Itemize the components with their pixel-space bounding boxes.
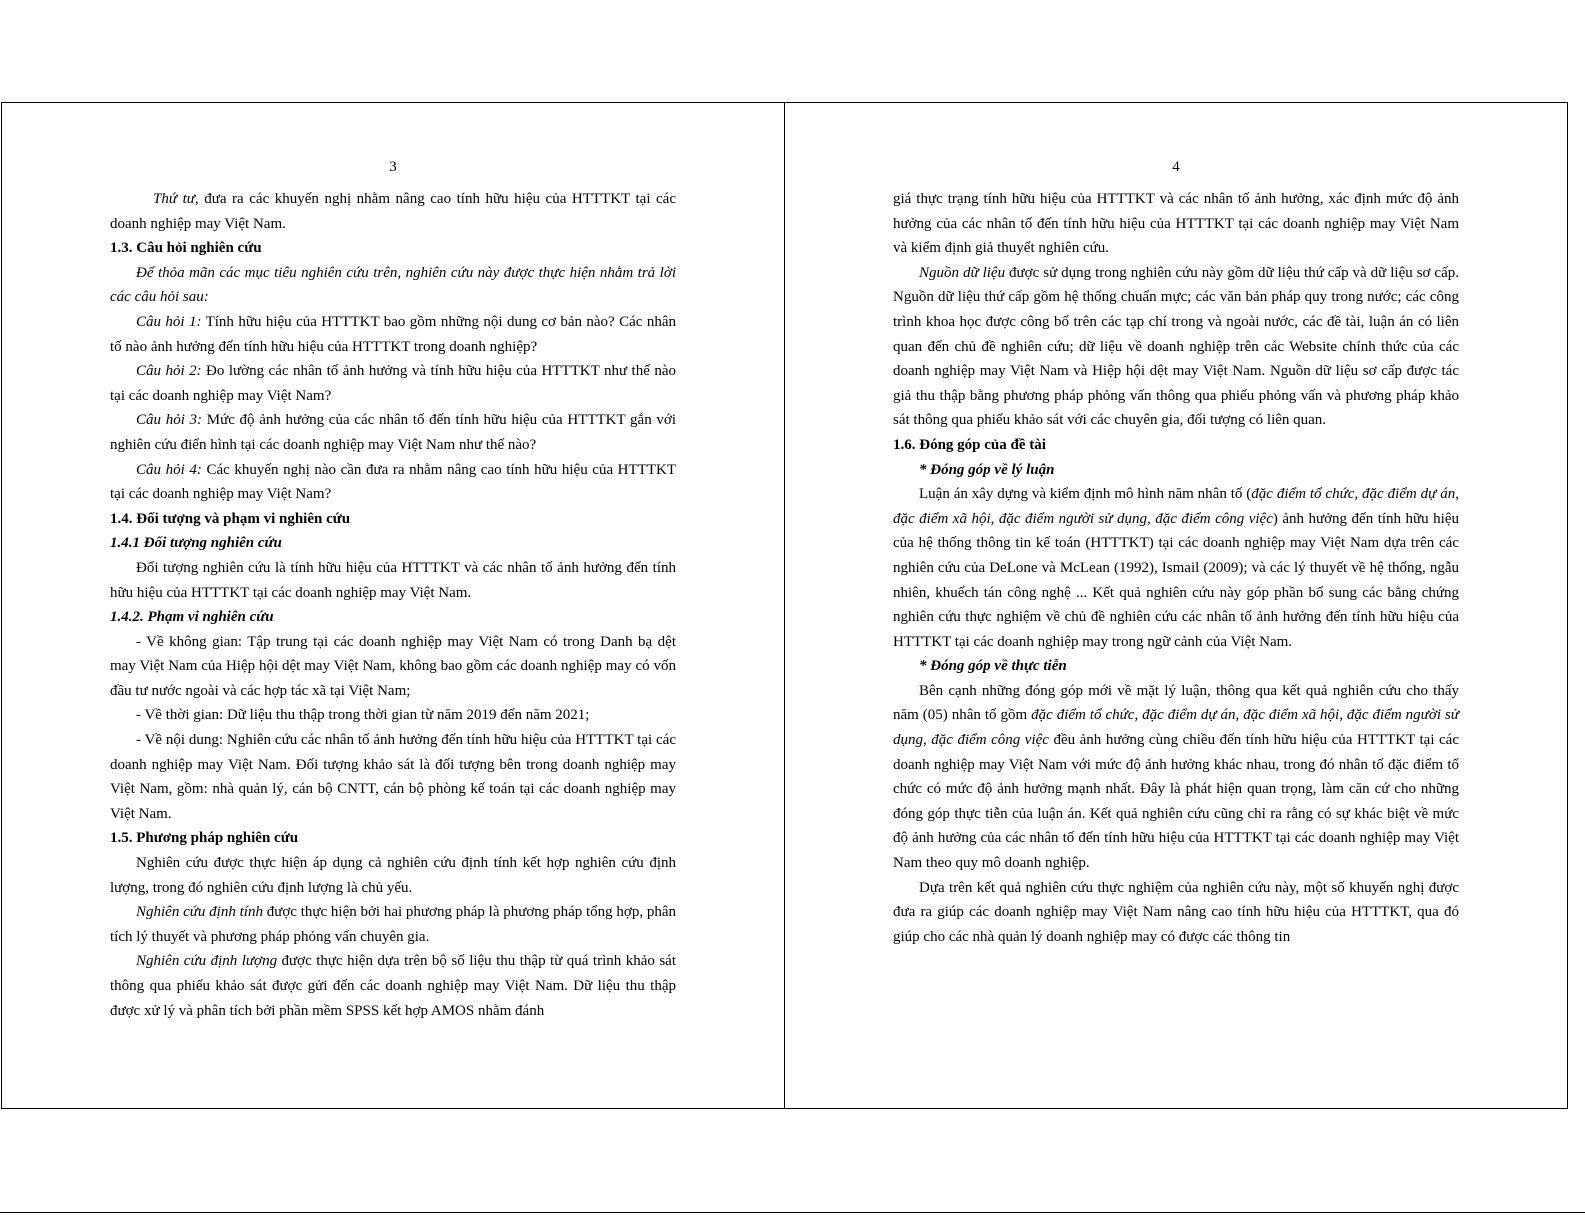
page-right [784, 102, 1568, 1109]
subheading-theory: * Đóng góp về lý luận [919, 461, 1055, 478]
scope-space: - Về không gian: Tập trung tại các doanh nghiệp may Việt Nam có trong Danh bạ dệt may Việt Nam của Hiệp hội dệt may Việt Nam, không bao gồm các doanh nghiệp may có vốn đầu tư nước ngoài và các hợp tác xã tại Việt Nam; [110, 633, 676, 699]
question-1 [110, 310, 676, 359]
paragraph [110, 187, 676, 236]
paragraph [893, 679, 1459, 876]
page-number: 3 [389, 159, 397, 175]
paragraph: Nghiên cứu được thực hiện áp dụng cả nghiên cứu định tính kết hợp nghiên cứu định lượng, trong đó nghiên cứu định lượng là chủ yếu. [110, 855, 676, 896]
text: đều ảnh hưởng cùng chiều đến tính hữu hiệu của HTTTKT tại các doanh nghiệp may Việt Nam với mức độ ảnh hưởng khác nhau, trong đó nhân tố đặc điểm tổ chức có mức độ ảnh hưởng mạnh nhất. Đây là phát hiện quan trọng, làm căn cứ cho những đóng góp thực tiễn của luận án. Kết quả nghiên cứu cũng chỉ ra rằng có sự khác biệt về mức độ ảnh hưởng của các nhân tố đến tính hữu hiệu của HTTTKT tại các doanh nghiệp may Việt Nam theo quy mô doanh nghiệp. [893, 732, 1459, 872]
text: ) ảnh hưởng đến tính hữu hiệu của hệ thống thông tin kế toán (HTTTKT) tại các doanh nghiệp may Việt Nam dựa trên các nghiên cứu của DeLone và McLean (1992), Ismail (2009); và các lý thuyết về hệ thống, ngẫu nhiên, khuếch tán công nghệ ... Kết quả nghiên cứu này góp phần bổ sung các bằng chứng nghiên cứu thực nghiệm về chủ đề nghiên cứu các nhân tố ảnh hưởng đến tính hữu hiệu của HTTTKT tại các doanh nghiệp may trong ngữ cảnh của Việt Nam. [893, 510, 1459, 650]
section-heading-1-5: 1.5. Phương pháp nghiên cứu [110, 830, 299, 847]
text: Luận án xây dựng và kiểm định mô hình năm nhân tố ( [919, 486, 1252, 503]
emphasis: Thứ tư [153, 191, 195, 207]
text: được thực hiện bởi hai phương pháp là phương pháp tổng hợp, phân tích lý thuyết và phương pháp phỏng vấn chuyên gia. [110, 904, 677, 945]
page-content [893, 187, 1459, 949]
paragraph [110, 949, 676, 1023]
emphasis: đặc điểm tổ chức, đặc điểm dự án, đặc điểm xã hội, đặc điểm người sử dụng, đặc điểm công việc [893, 486, 1459, 527]
paragraph: Đối tượng nghiên cứu là tính hữu hiệu của HTTTKT và các nhân tố ảnh hưởng đến tính hữu hiệu của HTTTKT tại các doanh nghiệp may Việt Nam. [110, 559, 676, 601]
question-4 [110, 458, 676, 507]
emphasis: đặc điểm tổ chức, đặc điểm dự án, đặc điểm xã hội, đặc điểm người sử dụng, đặc điểm công việc [893, 707, 1459, 749]
paragraph [893, 261, 1459, 433]
section-heading-1-4: 1.4. Đối tượng và phạm vi nghiên cứu [110, 510, 351, 527]
question-2 [110, 359, 676, 408]
paragraph [110, 900, 676, 949]
subheading-practice: * Đóng góp về thực tiễn [919, 658, 1067, 675]
emphasis: Nghiên cứu định tính [136, 904, 263, 921]
question-label: Câu hỏi 1: [136, 313, 202, 330]
question-label: Câu hỏi 3: [136, 412, 203, 429]
paragraph: Dựa trên kết quả nghiên cứu thực nghiệm của nghiên cứu này, một số khuyến nghị được đưa ra giúp các doanh nghiệp may Việt Nam nâng cao tính hữu hiệu của HTTTKT, qua đó giúp cho các nhà quản lý doanh nghiệp may có được các thông tin [893, 879, 1459, 945]
text: Bên cạnh những đóng góp mới về mặt lý luận, thông qua kết quả nghiên cứu cho thấy năm (05) nhân tố gồm [893, 682, 1459, 724]
text: Mức độ ảnh hưởng của các nhân tố đến tính hữu hiệu của HTTTKT gắn với nghiên cứu điển hình tại các doanh nghiệp may Việt Nam như thế nào? [110, 412, 677, 453]
emphasis: Nguồn dữ liệu [919, 264, 1006, 281]
bottom-divider [0, 1212, 1585, 1213]
section-heading-1-3: 1.3. Câu hỏi nghiên cứu [110, 240, 262, 257]
text: được thực hiện dựa trên bộ số liệu thu thập từ quá trình khảo sát thông qua phiếu khảo sát được gửi đến các doanh nghiệp may Việt Nam. Dữ liệu thu thập được xử lý và phân tích bởi phần mềm SPSS kết hợp AMOS nhằm đánh [110, 953, 676, 1019]
paragraph [893, 482, 1459, 654]
section-heading-1-6: 1.6. Đóng góp của đề tài [893, 436, 1046, 453]
subsection-heading-1-4-1: 1.4.1 Đối tượng nghiên cứu [110, 535, 282, 552]
emphasis: Nghiên cứu định lượng [136, 953, 278, 970]
question-3 [110, 408, 676, 457]
text: Đo lường các nhân tố ảnh hưởng và tính hữu hiệu của HTTTKT như thế nào tại các doanh nghiệp may Việt Nam? [110, 363, 676, 404]
question-label: Câu hỏi 4: [136, 461, 202, 478]
question-label: Câu hỏi 2: [136, 363, 202, 380]
emphasis: Để thỏa mãn các mục tiêu nghiên cứu trên, nghiên cứu này được thực hiện nhằm trả lời các câu hỏi sau: [110, 264, 676, 306]
page-left [1, 102, 785, 1109]
page-content [110, 187, 676, 1023]
subsection-heading-1-4-2: 1.4.2. Phạm vi nghiên cứu [110, 609, 274, 626]
scope-time: - Về thời gian: Dữ liệu thu thập trong thời gian từ năm 2019 đến năm 2021; [136, 707, 590, 724]
text: Các khuyến nghị nào cần đưa ra nhằm nâng cao tính hữu hiệu của HTTTKT tại các doanh nghiệp may Việt Nam? [110, 461, 677, 503]
text: được sử dụng trong nghiên cứu này gồm dữ liệu thứ cấp và dữ liệu sơ cấp. Nguồn dữ liệu thứ cấp gồm hệ thống chuẩn mực; các văn bản pháp quy trong nước; các công trình khoa học được công bố trên các tạp chí trong và ngoài nước, các đề tài, luận án có liên quan đến chủ đề nghiên cứu; dữ liệu về doanh nghiệp trên các Website chính thức của các doanh nghiệp may Việt Nam và Hiệp hội dệt may Việt Nam. Nguồn dữ liệu sơ cấp được tác giả thu thập bằng phương pháp phỏng vấn thông qua phiếu phỏng vấn và phương pháp khảo sát thông qua phiếu khảo sát với các chuyên gia, đối tượng có liên quan. [893, 264, 1459, 429]
page-number: 4 [1172, 159, 1180, 175]
text: Tính hữu hiệu của HTTTKT bao gồm những nội dung cơ bản nào? Các nhân tố nào ảnh hưởng đến tính hữu hiệu của HTTTKT trong doanh nghiệp? [110, 313, 676, 355]
text: , đưa ra các khuyến nghị nhằm nâng cao tính hữu hiệu của HTTTKT tại các doanh nghiệp may Việt Nam. [110, 191, 676, 232]
paragraph [110, 261, 676, 310]
scope-content: - Về nội dung: Nghiên cứu các nhân tố ảnh hưởng đến tính hữu hiệu của HTTTKT tại các doanh nghiệp may Việt Nam. Đối tượng khảo sát là đối tượng bên trong doanh nghiệp may Việt Nam, gồm: nhà quản lý, cán bộ CNTT, cán bộ phòng kế toán tại các doanh nghiệp may Việt Nam. [110, 732, 676, 822]
paragraph: giá thực trạng tính hữu hiệu của HTTTKT và các nhân tố ảnh hưởng, xác định mức độ ảnh hưởng của các nhân tố đến tính hữu hiệu của HTTTKT tại các doanh nghiệp may Việt Nam và kiểm định giả thuyết nghiên cứu. [893, 191, 1459, 257]
